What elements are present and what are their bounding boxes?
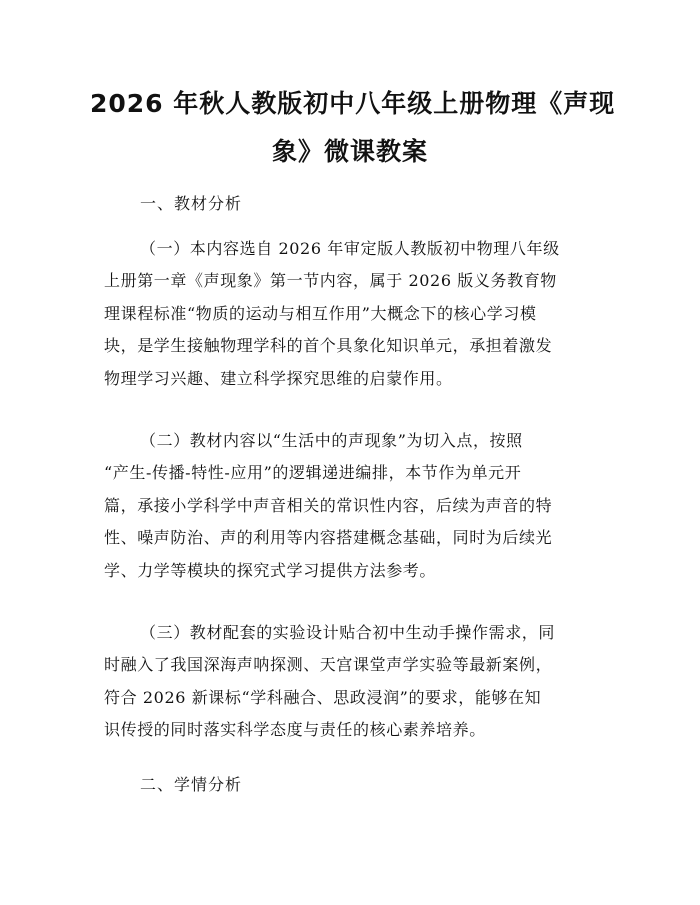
paragraph-line: （一）本内容选自 2026 年审定版人教版初中物理八年级 [140, 239, 560, 258]
section-heading-textbook-analysis: 一、教材分析 [140, 194, 243, 213]
title-line: 象》微课教案 [271, 137, 428, 166]
paragraph-line: 上册第一章《声现象》第一节内容，属于 2026 版义务教育物 [104, 271, 557, 291]
paragraph-line: （三）教材配套的实验设计贴合初中生动手操作需求，同 [140, 623, 556, 642]
paragraph-3 [104, 617, 604, 747]
paragraph-line: 理课程标准“物质的运动与相互作用”大概念下的核心学习模 [104, 303, 537, 323]
paragraph-line: 篇，承接小学科学中声音相关的常识性内容，后续为声音的特 [104, 495, 553, 515]
paragraph-2 [104, 425, 604, 587]
title-line: 2026 年秋人教版初中八年级上册物理《声现 [90, 89, 616, 118]
paragraph-line: （二）教材内容以“生活中的声现象”为切入点，按照 [140, 431, 523, 450]
section-heading-student-analysis: 二、学情分析 [140, 775, 243, 794]
paragraph-line: “产生-传播-特性-应用”的逻辑递进编排，本节作为单元开 [104, 463, 522, 483]
paragraph-line: 性、噪声防治、声的利用等内容搭建概念基础，同时为后续光 [104, 528, 553, 548]
paragraph-line: 块，是学生接触物理学科的首个具象化知识单元，承担着激发 [104, 336, 553, 356]
paragraph-1 [104, 233, 604, 395]
paragraph-line: 时融入了我国深海声呐探测、天宫课堂声学实验等最新案例， [104, 655, 553, 675]
paragraph-line: 识传授的同时落实科学态度与责任的核心素养培养。 [104, 720, 486, 740]
paragraph-line: 物理学习兴趣、建立科学探究思维的启蒙作用。 [104, 368, 453, 388]
paragraph-line: 学、力学等模块的探究式学习提供方法参考。 [104, 560, 437, 580]
paragraph-line: 符合 2026 新课标“学科融合、思政浸润”的要求，能够在知 [104, 687, 542, 707]
document-title [90, 80, 616, 176]
